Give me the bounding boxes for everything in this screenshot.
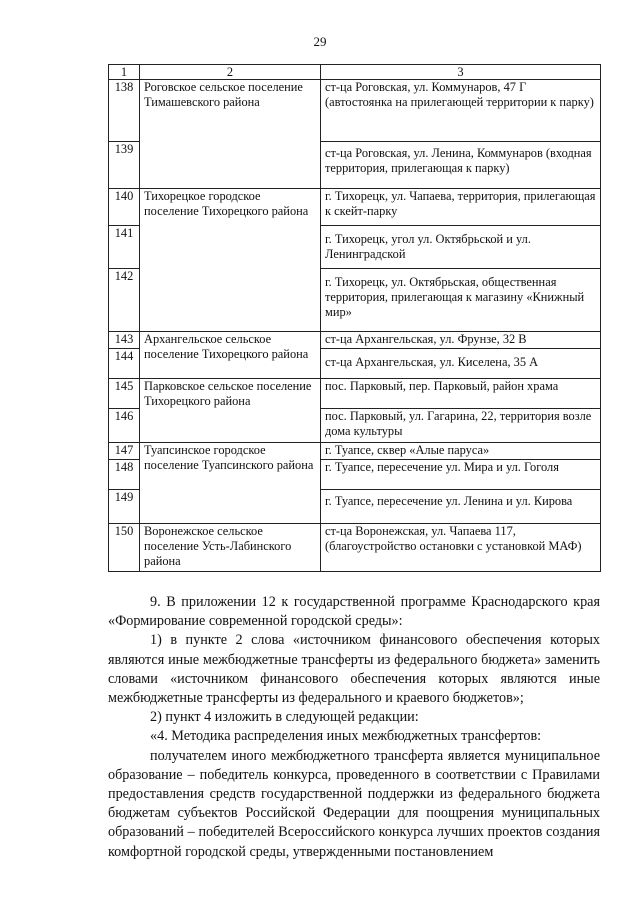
address-cell: г. Тихорецк, ул. Чапаева, территория, прилегающая к скейт-парку [321,189,601,226]
settlement-cell: Архангельское сельское поселение Тихорецкого района [140,332,321,379]
row-number: 144 [109,349,140,379]
amendment-text [108,593,600,862]
address-cell: г. Тихорецк, угол ул. Октябрьской и ул. Ленинградской [321,226,601,269]
address-cell: ст-ца Воронежская, ул. Чапаева 117, (благоустройство остановки с установкой МАФ) [321,524,601,572]
paragraph: получателем иного межбюджетного трансферта является муниципальное образование – победитель конкурса, проведенного в соответствии с Правилами предоставления средств государственной поддержки из федерального бюджета бюджетам субъектов Российской Федерации для поощрения муниципальных образований – победителей Всероссийского конкурса лучших проектов создания комфортной городской среды, утвержденными постановлением [108,747,600,860]
address-cell: г. Тихорецк, ул. Октябрьская, общественная территория, прилегающая к магазину «Книжный мир» [321,269,601,332]
row-number: 140 [109,189,140,226]
row-number: 148 [109,460,140,490]
row-number: 146 [109,409,140,443]
address-cell: г. Туапсе, пересечение ул. Мира и ул. Гоголя [321,460,601,490]
paragraph: «4. Методика распределения иных межбюджетных трансфертов: [150,728,542,745]
settlement-cell: Туапсинское городское поселение Туапсинского района [140,443,321,524]
row-number: 143 [109,332,140,349]
column-header: 2 [140,65,321,80]
table-row [109,379,601,409]
settlement-cell: Воронежское сельское поселение Усть-Лабинского района [140,524,321,572]
column-header: 3 [321,65,601,80]
paragraph: 1) в пункте 2 слова «источником финансового обеспечения которых являются иные межбюджетные трансферты из федерального бюджета» заменить словами «источником финансового обеспечения которых являются иные межбюджетные трансферты из федерального и краевого бюджетов»; [108,632,600,707]
paragraph: 2) пункт 4 изложить в следующей редакции: [150,709,419,726]
row-number: 147 [109,443,140,460]
settlement-cell: Парковское сельское поселение Тихорецкого района [140,379,321,443]
row-number: 142 [109,269,140,332]
address-cell: ст-ца Роговская, ул. Коммунаров, 47 Г (автостоянка на прилегающей территории к парку) [321,80,601,142]
table-row [109,189,601,226]
registry-table [108,64,601,572]
paragraph: 9. В приложении 12 к государственной программе Краснодарского края «Формирование современной городской среды»: [108,594,600,630]
address-cell: пос. Парковый, ул. Гагарина, 22, территория возле дома культуры [321,409,601,443]
address-cell: пос. Парковый, пер. Парковый, район храма [321,379,601,409]
row-number: 141 [109,226,140,269]
table-row [109,332,601,349]
settlement-cell: Роговское сельское поселение Тимашевского района [140,80,321,189]
row-number: 150 [109,524,140,572]
table-row [109,80,601,142]
address-cell: ст-ца Архангельская, ул. Киселена, 35 А [321,349,601,379]
address-cell: ст-ца Роговская, ул. Ленина, Коммунаров (входная территория, прилегающая к парку) [321,142,601,189]
row-number: 149 [109,490,140,524]
address-cell: г. Туапсе, пересечение ул. Ленина и ул. Кирова [321,490,601,524]
row-number: 145 [109,379,140,409]
address-cell: г. Туапсе, сквер «Алые паруса» [321,443,601,460]
table-row [109,524,601,572]
page-number: 29 [313,34,327,49]
column-header: 1 [109,65,140,80]
row-number: 139 [109,142,140,189]
table-header-row [109,65,601,80]
settlement-cell: Тихорецкое городское поселение Тихорецкого района [140,189,321,332]
table-row [109,443,601,460]
address-cell: ст-ца Архангельская, ул. Фрунзе, 32 В [321,332,601,349]
row-number: 138 [109,80,140,142]
